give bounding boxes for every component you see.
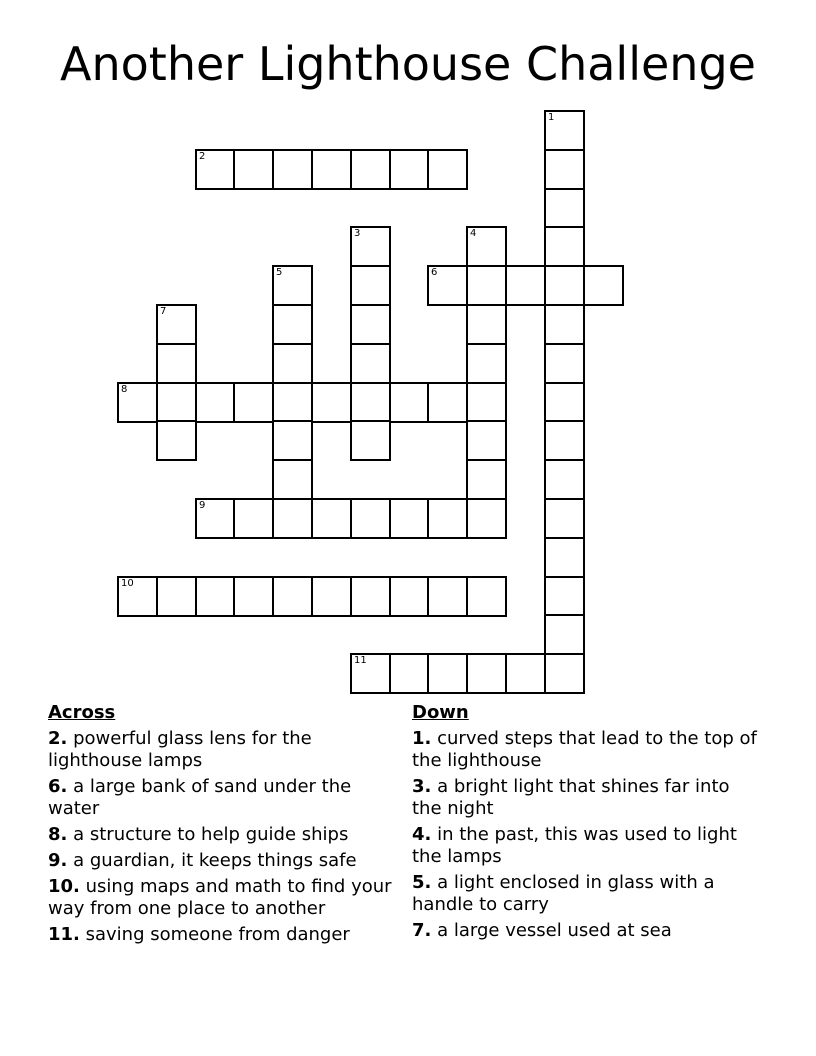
- crossword-cell[interactable]: [272, 498, 313, 539]
- clue-number: 5.: [412, 872, 432, 893]
- clue-number: 3.: [412, 776, 432, 797]
- clue-number-label: 5: [276, 267, 283, 278]
- crossword-cell[interactable]: [350, 498, 391, 539]
- crossword-cell[interactable]: [311, 149, 352, 190]
- crossword-cell[interactable]: [350, 420, 391, 461]
- clue-text: saving someone from danger: [85, 924, 350, 945]
- down-clues: [412, 702, 762, 946]
- crossword-cell[interactable]: [466, 459, 507, 500]
- down-clue: [412, 824, 762, 868]
- down-heading: Down: [412, 702, 469, 723]
- crossword-cell[interactable]: [466, 265, 507, 306]
- crossword-cell[interactable]: [466, 226, 507, 267]
- clue-number: 6.: [48, 776, 68, 797]
- clue-number: 1.: [412, 728, 432, 749]
- crossword-cell[interactable]: [427, 149, 468, 190]
- crossword-cell[interactable]: [466, 420, 507, 461]
- crossword-cell[interactable]: [544, 420, 585, 461]
- crossword-cell[interactable]: [156, 420, 197, 461]
- crossword-cell[interactable]: [272, 459, 313, 500]
- clue-number-label: 6: [431, 267, 438, 278]
- crossword-cell[interactable]: [544, 304, 585, 345]
- crossword-cell[interactable]: [350, 653, 391, 694]
- crossword-cell[interactable]: [544, 110, 585, 151]
- clue-number: 4.: [412, 824, 432, 845]
- clue-text: a bright light that shines far into the night: [412, 776, 730, 819]
- crossword-cell[interactable]: [272, 304, 313, 345]
- crossword-cell[interactable]: [427, 382, 468, 423]
- crossword-cell[interactable]: [233, 382, 274, 423]
- crossword-cell[interactable]: [544, 149, 585, 190]
- crossword-cell[interactable]: [544, 343, 585, 384]
- crossword-cell[interactable]: [195, 382, 236, 423]
- clue-text: a guardian, it keeps things safe: [73, 850, 357, 871]
- across-clue: [48, 924, 406, 946]
- crossword-cell[interactable]: [544, 576, 585, 617]
- crossword-cell[interactable]: [427, 576, 468, 617]
- clue-text: a large vessel used at sea: [437, 920, 672, 941]
- clue-number-label: 9: [199, 500, 206, 511]
- clue-number: 2.: [48, 728, 68, 749]
- clue-text: a structure to help guide ships: [73, 824, 349, 845]
- clue-text: curved steps that lead to the top of the lighthouse: [412, 728, 757, 771]
- crossword-cell[interactable]: [389, 498, 430, 539]
- clue-text: using maps and math to find your way from one place to another: [48, 876, 392, 919]
- across-clue: [48, 876, 406, 920]
- clue-number: 9.: [48, 850, 68, 871]
- crossword-cell[interactable]: [272, 343, 313, 384]
- clue-text: a large bank of sand under the water: [48, 776, 352, 819]
- crossword-cell[interactable]: [272, 149, 313, 190]
- clue-number-label: 1: [548, 112, 555, 123]
- crossword-cell[interactable]: [350, 149, 391, 190]
- clue-text: powerful glass lens for the lighthouse lamps: [48, 728, 312, 771]
- clue-number: 8.: [48, 824, 68, 845]
- crossword-cell[interactable]: [427, 265, 468, 306]
- crossword-cell[interactable]: [350, 304, 391, 345]
- crossword-cell[interactable]: [544, 537, 585, 578]
- crossword-cell[interactable]: [156, 382, 197, 423]
- clue-text: in the past, this was used to light the lamps: [412, 824, 737, 867]
- across-clue: [48, 728, 406, 772]
- crossword-cell[interactable]: [544, 614, 585, 655]
- crossword-cell[interactable]: [389, 149, 430, 190]
- crossword-cell[interactable]: [544, 265, 585, 306]
- crossword-cell[interactable]: [311, 382, 352, 423]
- across-heading: Across: [48, 702, 116, 723]
- down-clue: [412, 920, 762, 942]
- crossword-cell[interactable]: [466, 576, 507, 617]
- crossword-cell[interactable]: [389, 653, 430, 694]
- crossword-cell[interactable]: [195, 149, 236, 190]
- crossword-cell[interactable]: [544, 382, 585, 423]
- crossword-cell[interactable]: [156, 343, 197, 384]
- crossword-cell[interactable]: [350, 343, 391, 384]
- crossword-cell[interactable]: [427, 653, 468, 694]
- crossword-cell[interactable]: [195, 498, 236, 539]
- crossword-cell[interactable]: [311, 576, 352, 617]
- crossword-cell[interactable]: [466, 653, 507, 694]
- crossword-cell[interactable]: [350, 226, 391, 267]
- clue-number-label: 3: [354, 228, 361, 239]
- crossword-cell[interactable]: [466, 498, 507, 539]
- across-clue: [48, 776, 406, 820]
- clue-number-label: 7: [160, 306, 167, 317]
- down-clue: [412, 776, 762, 820]
- page-title: Another Lighthouse Challenge: [60, 37, 756, 91]
- crossword-cell[interactable]: [466, 343, 507, 384]
- crossword-cell[interactable]: [272, 382, 313, 423]
- crossword-cell[interactable]: [195, 576, 236, 617]
- crossword-cell[interactable]: [544, 498, 585, 539]
- crossword-cell[interactable]: [389, 382, 430, 423]
- crossword-cell[interactable]: [544, 188, 585, 229]
- crossword-cell[interactable]: [156, 576, 197, 617]
- crossword-cell[interactable]: [233, 576, 274, 617]
- crossword-cell[interactable]: [544, 653, 585, 694]
- crossword-cell[interactable]: [350, 265, 391, 306]
- crossword-cell[interactable]: [466, 304, 507, 345]
- crossword-cell[interactable]: [311, 498, 352, 539]
- crossword-cell[interactable]: [233, 149, 274, 190]
- clue-number: 7.: [412, 920, 432, 941]
- crossword-cell[interactable]: [583, 265, 624, 306]
- crossword-cell[interactable]: [505, 265, 546, 306]
- clue-number-label: 10: [121, 578, 134, 589]
- across-clue: [48, 850, 406, 872]
- crossword-cell[interactable]: [427, 498, 468, 539]
- across-clues: [48, 702, 406, 950]
- crossword-cell[interactable]: [544, 459, 585, 500]
- clue-number: 11.: [48, 924, 80, 945]
- clue-number-label: 4: [470, 228, 477, 239]
- crossword-cell[interactable]: [389, 576, 430, 617]
- crossword-cell[interactable]: [350, 576, 391, 617]
- clue-number-label: 11: [354, 655, 367, 666]
- crossword-cell[interactable]: [350, 382, 391, 423]
- clue-number: 10.: [48, 876, 80, 897]
- crossword-cell[interactable]: [156, 304, 197, 345]
- clue-number-label: 8: [121, 384, 128, 395]
- across-clue: [48, 824, 406, 846]
- crossword-cell[interactable]: [272, 420, 313, 461]
- crossword-cell[interactable]: [272, 265, 313, 306]
- clue-text: a light enclosed in glass with a handle to carry: [412, 872, 715, 915]
- down-clue: [412, 728, 762, 772]
- crossword-cell[interactable]: [466, 382, 507, 423]
- crossword-cell[interactable]: [117, 382, 158, 423]
- crossword-cell[interactable]: [544, 226, 585, 267]
- crossword-cell[interactable]: [505, 653, 546, 694]
- crossword-cell[interactable]: [272, 576, 313, 617]
- down-clue: [412, 872, 762, 916]
- crossword-cell[interactable]: [117, 576, 158, 617]
- clue-number-label: 2: [199, 151, 206, 162]
- crossword-cell[interactable]: [233, 498, 274, 539]
